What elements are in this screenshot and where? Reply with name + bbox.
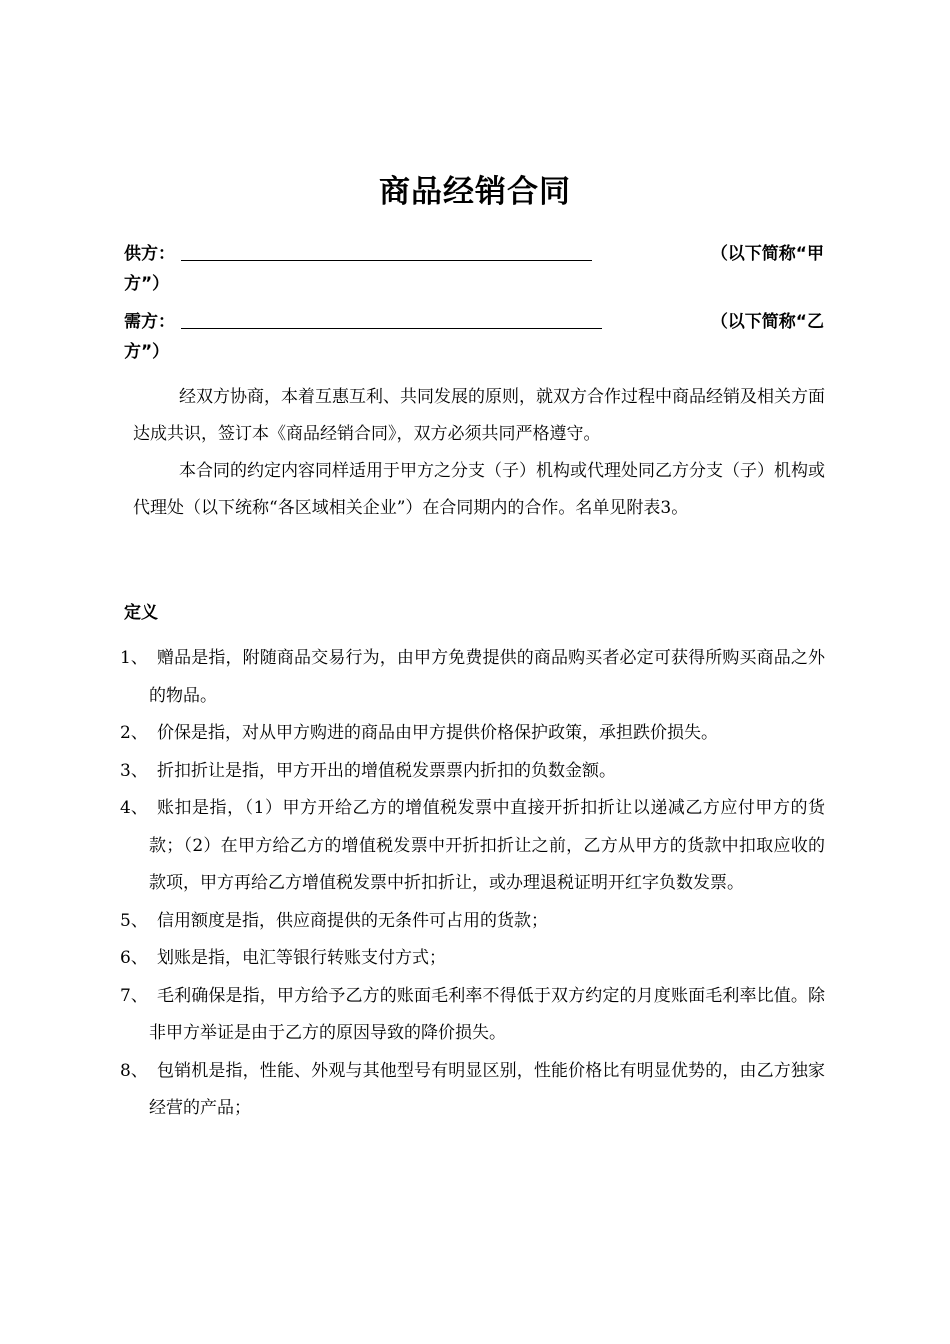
definition-number: 3、	[120, 760, 148, 781]
definition-text: 价保是指，对从甲方购进的商品由甲方提供价格保护政策，承担跌价损失。	[157, 723, 718, 743]
supplier-abbreviation: （以下简称“甲	[710, 244, 824, 264]
definition-number: 7、	[120, 985, 148, 1006]
definition-number: 8、	[120, 1060, 148, 1081]
definition-number: 5、	[120, 910, 148, 931]
definition-item	[120, 1053, 825, 1128]
supplier-name-blank[interactable]	[181, 260, 592, 261]
definition-item	[120, 790, 825, 903]
buyer-abbreviation: （以下简称“乙	[710, 312, 824, 332]
definition-item	[120, 903, 825, 941]
definition-item	[120, 978, 825, 1053]
supplier-abbreviation-end: 方”）	[124, 274, 170, 294]
scope-paragraph: 本合同的约定内容同样适用于甲方之分支（子）机构或代理处同乙方分支（子）机构或代理处（以下统称“各区域相关企业”）在合同期内的合作。名单见附表3。	[133, 461, 825, 518]
definitions-list	[120, 640, 825, 1128]
supplier-label: 供方：	[124, 244, 175, 264]
definition-text: 划账是指，电汇等银行转账支付方式；	[157, 948, 446, 968]
definition-number: 2、	[120, 723, 148, 743]
buyer-name-blank[interactable]	[181, 328, 602, 329]
document-title: 商品经销合同	[379, 174, 571, 210]
definition-item	[120, 940, 825, 978]
definition-text: 毛利确保是指，甲方给予乙方的账面毛利率不得低于双方约定的月度账面毛利率比值。除非甲方举证是由于乙方的原因导致的降价损失。	[149, 985, 825, 1043]
definitions-heading: 定义	[124, 603, 158, 623]
definition-item	[120, 640, 825, 715]
buyer-label: 需方：	[124, 312, 175, 332]
definition-item	[120, 715, 825, 753]
definition-text: 信用额度是指，供应商提供的无条件可占用的货款；	[157, 910, 548, 931]
supplier-block	[124, 239, 824, 299]
definition-number: 4、	[120, 798, 148, 818]
definition-text: 包销机是指，性能、外观与其他型号有明显区别，性能价格比有明显优势的，由乙方独家经营的产品；	[149, 1060, 825, 1118]
definition-number: 1、	[120, 648, 148, 668]
definition-number: 6、	[120, 948, 148, 968]
definition-text: 折扣折让是指，甲方开出的增值税发票票内折扣的负数金额。	[157, 760, 616, 781]
buyer-block	[124, 307, 824, 367]
intro-paragraph: 经双方协商，本着互惠互利、共同发展的原则，就双方合作过程中商品经销及相关方面达成共识，签订本《商品经销合同》，双方必须共同严格遵守。	[133, 387, 825, 444]
definition-item	[120, 753, 825, 791]
definition-text: 账扣是指，（1）甲方开给乙方的增值税发票中直接开折扣折让以递减乙方应付甲方的货款；（2）在甲方给乙方的增值税发票中开折扣折让之前，乙方从甲方的货款中扣取应收的款项，甲方再给乙方增值税发票中折扣折让，或办理退税证明开红字负数发票。	[149, 798, 825, 893]
buyer-abbreviation-end: 方”）	[124, 342, 170, 362]
definition-text: 赠品是指，附随商品交易行为，由甲方免费提供的商品购买者必定可获得所购买商品之外的物品。	[149, 648, 825, 706]
